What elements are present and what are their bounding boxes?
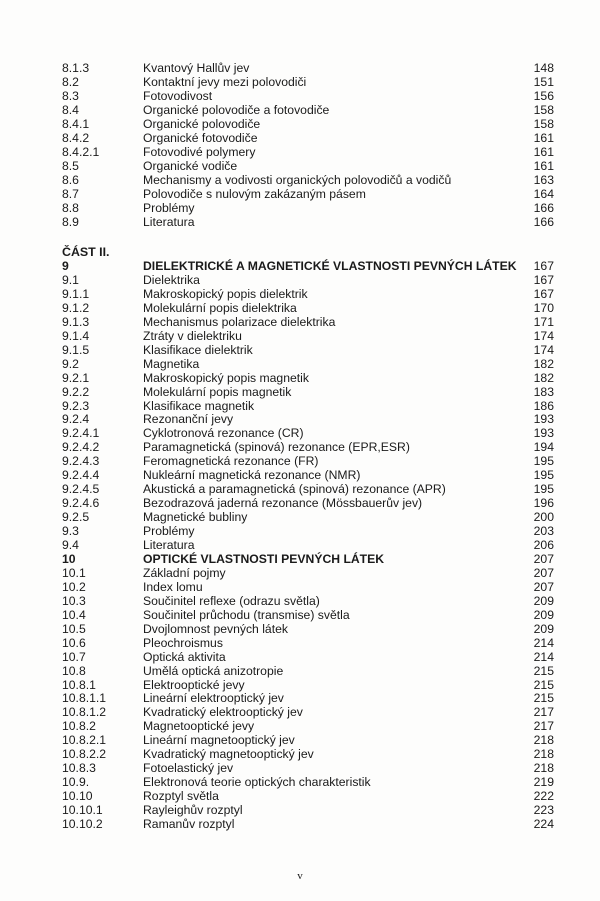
toc-entry-page: 156 xyxy=(533,89,554,103)
toc-entry-page: 214 xyxy=(533,649,554,664)
toc-entry-title: Kontaktní jevy mezi polovodiči xyxy=(143,75,307,89)
toc-entry-number: 9.2.5 xyxy=(62,510,90,525)
toc-entry-number: 9.1 xyxy=(62,272,79,287)
toc-entry-title: Rezonanční jevy xyxy=(143,412,234,427)
toc-entry-page: 158 xyxy=(533,117,554,131)
toc-entry-title: Kvadratický magnetooptický jev xyxy=(143,747,314,762)
toc-entry xyxy=(0,315,600,329)
toc-entry-title: Nukleární magnetická rezonance (NMR) xyxy=(143,468,361,483)
toc-entry xyxy=(0,496,600,510)
toc-entry-page: 215 xyxy=(533,677,554,692)
toc-entry-number: 10.5 xyxy=(62,621,86,636)
toc-entry-title: Literatura xyxy=(143,538,195,552)
toc-entry-title: Kvadratický elektrooptický jev xyxy=(143,705,303,720)
page-number-footer: v xyxy=(297,870,303,882)
toc-entry-title: Organické polovodiče xyxy=(143,117,261,131)
toc-entry xyxy=(0,440,600,454)
toc-entry-page: 209 xyxy=(533,593,554,608)
toc-entry-page: 166 xyxy=(533,215,554,229)
toc-entry-page: 219 xyxy=(533,775,554,790)
toc-entry-page: 214 xyxy=(533,635,554,650)
toc-entry xyxy=(0,187,600,201)
toc-entry-page: 182 xyxy=(533,370,554,385)
toc-entry-title: Organické fotovodiče xyxy=(143,131,258,145)
toc-entry-page: 186 xyxy=(533,398,554,413)
toc-entry-number: 8.3 xyxy=(62,89,79,103)
toc-entry-page: 193 xyxy=(533,426,554,441)
toc-entry xyxy=(0,803,600,817)
toc-entry-page: 217 xyxy=(533,705,554,720)
toc-entry-number: 8.4.2.1 xyxy=(62,145,100,159)
toc-entry-title: Rozptyl světla xyxy=(143,789,219,804)
toc-entry-number: 10.3 xyxy=(62,593,86,608)
toc-entry xyxy=(0,215,600,229)
toc-entry-title: Fotoelastický jev xyxy=(143,761,234,776)
toc-entry-number: 9.2.2 xyxy=(62,384,90,399)
toc-entry-number: 9.2.4.2 xyxy=(62,440,100,455)
toc-entry xyxy=(0,747,600,761)
toc-entry-page: 161 xyxy=(533,131,554,145)
toc-entry-number: 8.1.3 xyxy=(62,61,90,75)
toc-entry-title: Elektrooptické jevy xyxy=(143,677,245,692)
toc-entry-title: Magnetooptické jevy xyxy=(143,719,255,734)
toc-entry xyxy=(0,719,600,733)
toc-entry-number: 9.1.2 xyxy=(62,300,90,315)
toc-entry xyxy=(0,664,600,678)
toc-entry-number: 9 xyxy=(62,259,69,273)
toc-entry-number: 10.8.3 xyxy=(62,761,96,776)
toc-entry-page: 222 xyxy=(533,789,554,804)
toc-entry xyxy=(0,385,600,399)
toc-entry-number: 10.8.1.1 xyxy=(62,691,107,706)
toc-entry-number: 8.4.2 xyxy=(62,131,90,145)
toc-entry-page: 174 xyxy=(533,342,554,357)
toc-entry xyxy=(0,524,600,538)
toc-entry xyxy=(0,468,600,482)
toc-entry-number: 9.2 xyxy=(62,356,79,371)
toc-entry xyxy=(0,159,600,173)
toc-entry-page: 158 xyxy=(533,103,554,117)
toc-entry-title: Polovodiče s nulovým zakázaným pásem xyxy=(143,187,366,201)
toc-entry xyxy=(0,412,600,426)
toc-entry-number: 10.8.2.2 xyxy=(62,747,107,762)
toc-entry-number: 9.1.4 xyxy=(62,328,90,343)
toc-entry-page: 215 xyxy=(533,663,554,678)
toc-entry-title: Molekulární popis dielektrika xyxy=(143,300,297,315)
toc-entry xyxy=(0,636,600,650)
toc-entry xyxy=(0,594,600,608)
toc-entry-title: Paramagnetická (spinová) rezonance (EPR,ESR) xyxy=(143,440,410,455)
toc-entry-page: 203 xyxy=(533,524,554,539)
toc-entry-title: Magnetika xyxy=(143,356,200,371)
toc-entry-number: 8.2 xyxy=(62,75,79,89)
toc-entry-title: Cyklotronová rezonance (CR) xyxy=(143,426,304,441)
toc-entry xyxy=(0,89,600,103)
toc-entry xyxy=(0,259,600,273)
toc-entry-number: 10.8.2 xyxy=(62,719,96,734)
toc-entry-title: Rayleighův rozptyl xyxy=(143,803,243,818)
toc-entry-title: Lineární elektrooptický jev xyxy=(143,691,284,706)
toc-entry-page: 163 xyxy=(533,173,554,187)
toc-entry-page: 195 xyxy=(533,468,554,483)
toc-entry-number: 9.2.4.3 xyxy=(62,454,100,469)
toc-entry-number: 9.2.4.6 xyxy=(62,496,100,511)
toc-entry-page: 195 xyxy=(533,482,554,497)
toc-entry-title: Index lomu xyxy=(143,579,203,594)
toc-entry-page: 167 xyxy=(533,272,554,287)
toc-entry-page: 209 xyxy=(533,621,554,636)
toc-entry-title: Klasifikace magnetik xyxy=(143,398,255,413)
toc-entry-page: 182 xyxy=(533,356,554,371)
toc-entry-number: 9.3 xyxy=(62,524,79,539)
toc-entry-title: Akustická a paramagnetická (spinová) rezonance (APR) xyxy=(143,482,446,497)
toc-entry-title: Součinitel průchodu (transmise) světla xyxy=(143,607,350,622)
toc-entry xyxy=(0,145,600,159)
toc-entry xyxy=(0,552,600,566)
toc-entry xyxy=(0,817,600,831)
toc-entry xyxy=(0,301,600,315)
toc-entry xyxy=(0,761,600,775)
toc-entry-title: Feromagnetická rezonance (FR) xyxy=(143,454,319,469)
toc-entry-page: 215 xyxy=(533,691,554,706)
toc-entry-page: 193 xyxy=(533,412,554,427)
toc-entry-title: Mechanismus polarizace dielektrika xyxy=(143,314,336,329)
toc-entry-page: 167 xyxy=(533,259,554,273)
toc-entry-page: 200 xyxy=(533,510,554,525)
toc-entry-number: 9.4 xyxy=(62,538,79,552)
toc-entry xyxy=(0,329,600,343)
toc-entry-number: 10.10 xyxy=(62,789,93,804)
toc-entry-title: Organické polovodiče a fotovodiče xyxy=(143,103,330,117)
toc-entry-title: DIELEKTRICKÉ A MAGNETICKÉ VLASTNOSTI PEVNÝCH LÁTEK xyxy=(143,259,517,273)
toc-entry-title: Dvojlomnost pevných látek xyxy=(143,621,288,636)
toc-entry xyxy=(0,510,600,524)
toc-entry-number: 10.8.1.2 xyxy=(62,705,107,720)
toc-entry xyxy=(0,131,600,145)
toc-entry xyxy=(0,173,600,187)
toc-entry-title: Pleochroismus xyxy=(143,635,223,650)
toc-entry xyxy=(0,789,600,803)
toc-entry-title: Mechanismy a vodivosti organických polovodičů a vodičů xyxy=(143,173,452,187)
toc-entry-title: Molekulární popis magnetik xyxy=(143,384,292,399)
toc-entry-number: 9.1.3 xyxy=(62,314,90,329)
toc-entry xyxy=(0,678,600,692)
toc-entry-page: 174 xyxy=(533,328,554,343)
toc-entry-title: Elektronová teorie optických charakteristik xyxy=(143,775,371,790)
toc-entry-title: Makroskopický popis magnetik xyxy=(143,370,309,385)
toc-entry xyxy=(0,650,600,664)
toc-entry-number: 10.8 xyxy=(62,663,86,678)
toc-entry-title: Bezodrazová jaderná rezonance (Mössbauerův jev) xyxy=(143,496,423,511)
toc-entry-page: 207 xyxy=(533,565,554,580)
toc-entry-page: 224 xyxy=(533,817,554,831)
toc-entry-page: 164 xyxy=(533,187,554,201)
toc-entry xyxy=(0,357,600,371)
toc-entry xyxy=(0,371,600,385)
toc-entry xyxy=(0,622,600,636)
toc-entry-title: Umělá optická anizotropie xyxy=(143,663,284,678)
toc-entry xyxy=(0,733,600,747)
toc-entry-number: 10.8.1 xyxy=(62,677,96,692)
toc-entry xyxy=(0,566,600,580)
toc-entry-title: Základní pojmy xyxy=(143,565,226,580)
toc-entry-number: 8.9 xyxy=(62,215,79,229)
toc-entry xyxy=(0,287,600,301)
toc-entry-title: Kvantový Hallův jev xyxy=(143,61,250,75)
toc-entry-page: 218 xyxy=(533,747,554,762)
toc-entry-title: Makroskopický popis dielektrik xyxy=(143,286,308,301)
toc-entry-page: 161 xyxy=(533,145,554,159)
toc-entry xyxy=(0,117,600,131)
toc-entry xyxy=(0,705,600,719)
toc-entry xyxy=(0,426,600,440)
toc-entry-page: 217 xyxy=(533,719,554,734)
toc-entry-number: 10.9. xyxy=(62,775,90,790)
toc-entry-title: Fotovodivost xyxy=(143,89,213,103)
toc-entry-title: Fotovodivé polymery xyxy=(143,145,256,159)
toc-entry-number: 8.4 xyxy=(62,103,79,117)
toc-entry xyxy=(0,608,600,622)
toc-entry xyxy=(0,273,600,287)
toc-entry-page: 209 xyxy=(533,607,554,622)
toc-entry-page: 194 xyxy=(533,440,554,455)
toc-entry-number: 10.7 xyxy=(62,649,86,664)
toc-entry-number: 10.8.2.1 xyxy=(62,733,107,748)
toc-entry-number: 9.2.4.1 xyxy=(62,426,100,441)
toc-entry-page: 223 xyxy=(533,803,554,818)
toc-entry-title: Optická aktivita xyxy=(143,649,226,664)
toc-entry-page: 195 xyxy=(533,454,554,469)
toc-entry-title: Magnetické bubliny xyxy=(143,510,248,525)
part-heading: ČÁST II. xyxy=(62,245,110,259)
toc-entry xyxy=(0,75,600,89)
toc-entry-page: 167 xyxy=(533,286,554,301)
toc-entry-number: 10.4 xyxy=(62,607,86,622)
toc-entry xyxy=(0,201,600,215)
toc-entry-number: 10.10.1 xyxy=(62,803,103,818)
toc-entry-number: 10.1 xyxy=(62,565,86,580)
toc-entry-page: 196 xyxy=(533,496,554,511)
toc-entry xyxy=(0,454,600,468)
toc-entry-page: 161 xyxy=(533,159,554,173)
toc-entry-title: Ztráty v dielektriku xyxy=(143,328,242,343)
toc-entry-number: 9.2.4 xyxy=(62,412,90,427)
toc-entry-title: Ramanův rozptyl xyxy=(143,817,235,831)
toc-entry-page: 207 xyxy=(533,551,554,566)
toc-entry-title: Lineární magnetooptický jev xyxy=(143,733,295,748)
toc-entry-page: 207 xyxy=(533,579,554,594)
toc-entry-page: 148 xyxy=(533,61,554,75)
toc-entry-page: 218 xyxy=(533,761,554,776)
toc-entry-page: 218 xyxy=(533,733,554,748)
toc-entry-title: Součinitel reflexe (odrazu světla) xyxy=(143,593,320,608)
toc-entry-page: 183 xyxy=(533,384,554,399)
toc-entry xyxy=(0,775,600,789)
toc-entry-number: 9.2.1 xyxy=(62,370,90,385)
toc-entry xyxy=(0,343,600,357)
toc-entry-page: 151 xyxy=(533,75,554,89)
toc-entry-number: 8.7 xyxy=(62,187,79,201)
toc-entry-title: OPTICKÉ VLASTNOSTI PEVNÝCH LÁTEK xyxy=(143,551,385,566)
toc-entry xyxy=(0,61,600,75)
toc-entry-number: 10.10.2 xyxy=(62,817,103,831)
toc-entry-number: 9.2.4.5 xyxy=(62,482,100,497)
toc-entry-title: Literatura xyxy=(143,215,195,229)
toc-entry-page: 171 xyxy=(533,314,554,329)
toc-entry-number: 9.1.1 xyxy=(62,286,90,301)
toc-entry-number: 8.8 xyxy=(62,201,79,215)
toc-entry-number: 10.2 xyxy=(62,579,86,594)
toc-entry-page: 166 xyxy=(533,201,554,215)
toc-entry-title: Organické vodiče xyxy=(143,159,238,173)
toc-entry-number: 9.2.4.4 xyxy=(62,468,100,483)
toc-entry-number: 10 xyxy=(62,551,76,566)
toc-entry-number: 8.5 xyxy=(62,159,79,173)
toc-entry xyxy=(0,580,600,594)
toc-entry-page: 206 xyxy=(533,538,554,552)
toc-entry xyxy=(0,482,600,496)
toc-entry xyxy=(0,103,600,117)
toc-entry-number: 9.1.5 xyxy=(62,342,90,357)
toc-entry xyxy=(0,538,600,552)
toc-entry-title: Problémy xyxy=(143,524,195,539)
toc-entry xyxy=(0,691,600,705)
toc-entry-title: Dielektrika xyxy=(143,272,200,287)
toc-entry-number: 8.6 xyxy=(62,173,79,187)
toc-entry-number: 9.2.3 xyxy=(62,398,90,413)
toc-entry-number: 8.4.1 xyxy=(62,117,90,131)
toc-entry xyxy=(0,399,600,413)
toc-entry-title: Klasifikace dielektrik xyxy=(143,342,253,357)
toc-entry-number: 10.6 xyxy=(62,635,86,650)
toc-entry-page: 170 xyxy=(533,300,554,315)
toc-entry-title: Problémy xyxy=(143,201,195,215)
